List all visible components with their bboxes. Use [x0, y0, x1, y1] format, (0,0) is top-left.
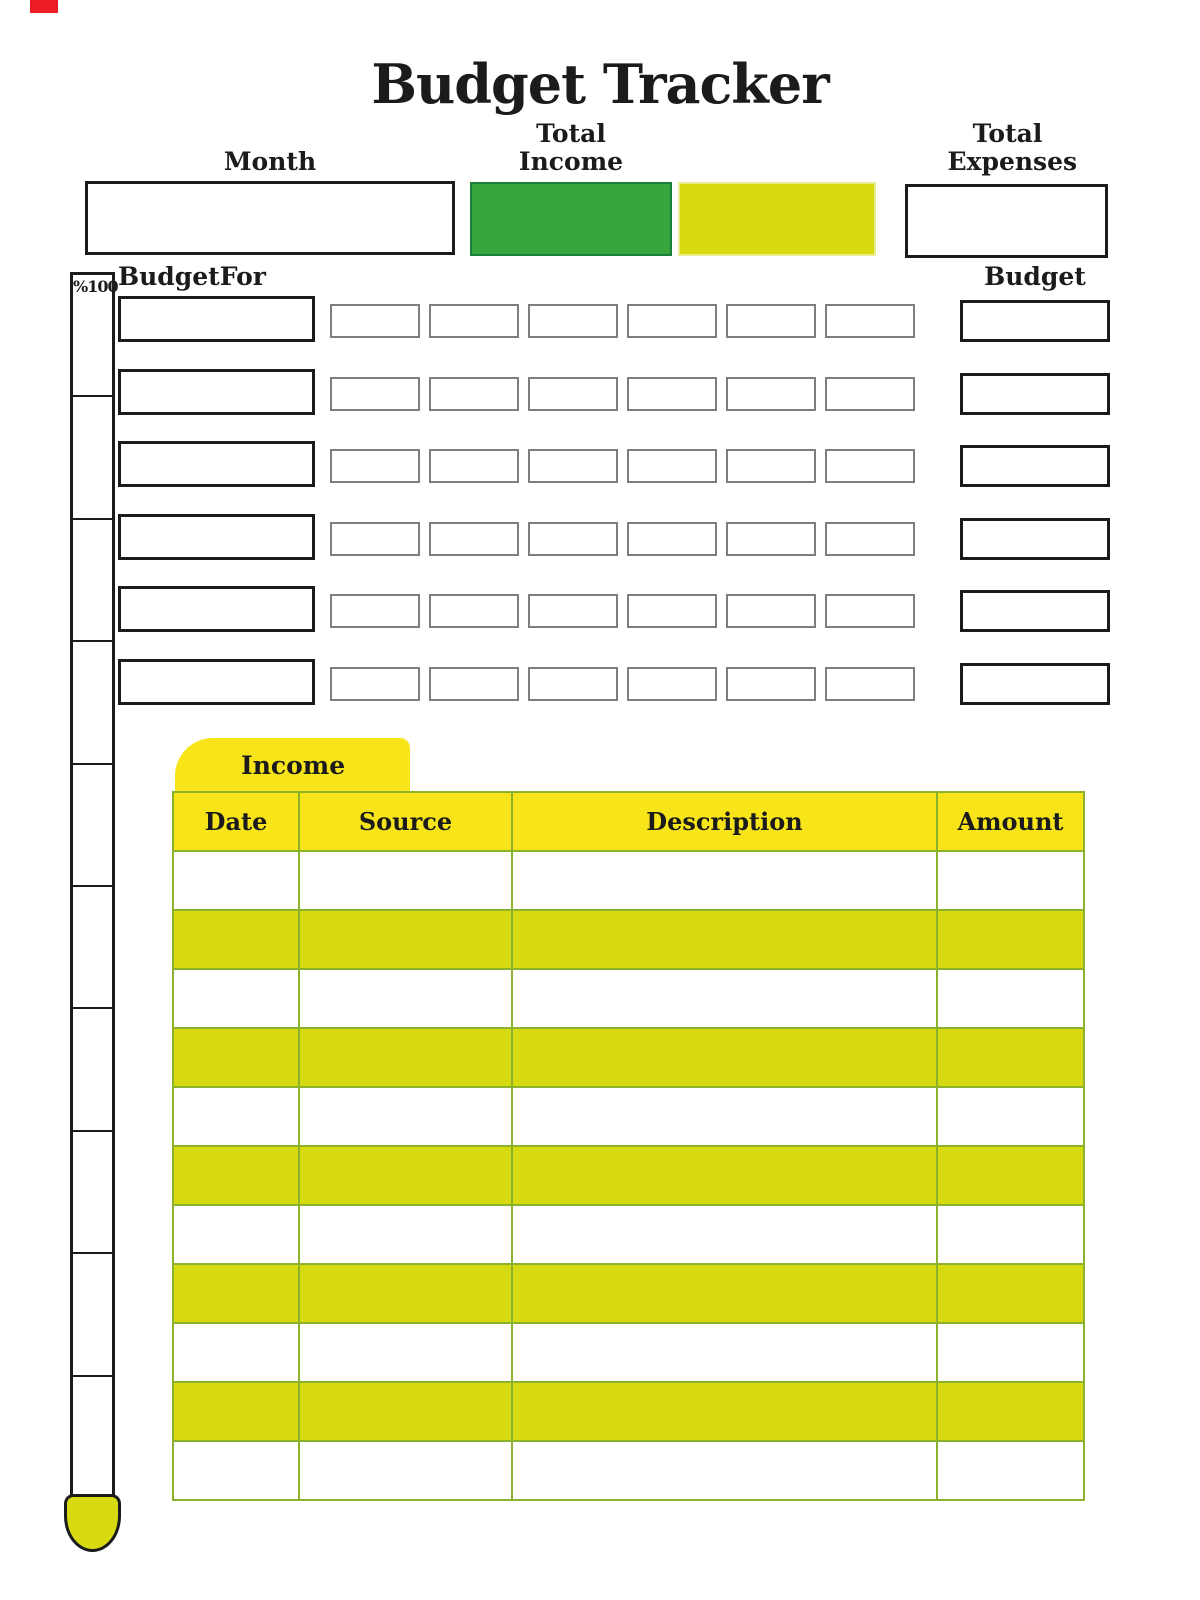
- thermometer-segment[interactable]: [73, 887, 112, 1009]
- income-cell-amount[interactable]: [938, 1147, 1083, 1204]
- month-input[interactable]: [85, 181, 455, 255]
- budget-checkbox[interactable]: [528, 522, 618, 556]
- budget-checkbox[interactable]: [429, 667, 519, 701]
- budget-row: [0, 296, 1200, 342]
- budget-checkbox[interactable]: [825, 667, 915, 701]
- budget-row: [0, 659, 1200, 705]
- budget-checkbox-group: [330, 594, 915, 628]
- budget-checkbox[interactable]: [627, 667, 717, 701]
- income-cell-source[interactable]: [300, 1383, 513, 1440]
- thermometer-segment[interactable]: [73, 1377, 112, 1497]
- budget-checkbox[interactable]: [330, 667, 420, 701]
- income-cell-description[interactable]: [513, 970, 938, 1027]
- budget-category-input[interactable]: [118, 296, 315, 342]
- income-table-row: [174, 1322, 1083, 1381]
- income-cell-amount[interactable]: [938, 1324, 1083, 1381]
- income-cell-date[interactable]: [174, 1324, 300, 1381]
- income-cell-source[interactable]: [300, 1029, 513, 1086]
- income-cell-amount[interactable]: [938, 1383, 1083, 1440]
- income-cell-amount[interactable]: [938, 970, 1083, 1027]
- income-cell-date[interactable]: [174, 1147, 300, 1204]
- budget-checkbox[interactable]: [627, 594, 717, 628]
- income-cell-date[interactable]: [174, 1265, 300, 1322]
- thermometer-segment[interactable]: [73, 1254, 112, 1376]
- tab-income[interactable]: [175, 738, 410, 793]
- total-income-label: Total Income: [518, 119, 624, 176]
- budget-checkbox[interactable]: [825, 449, 915, 483]
- budget-row: [0, 369, 1200, 415]
- budget-checkbox[interactable]: [330, 304, 420, 338]
- income-table-row: [174, 1145, 1083, 1204]
- column-header-source: Source: [300, 793, 513, 850]
- income-cell-amount[interactable]: [938, 1206, 1083, 1263]
- income-cell-amount[interactable]: [938, 1265, 1083, 1322]
- budget-checkbox[interactable]: [429, 377, 519, 411]
- income-table-row: [174, 1263, 1083, 1322]
- income-cell-amount[interactable]: [938, 1088, 1083, 1145]
- budget-row: [0, 441, 1200, 487]
- budget-row: [0, 514, 1200, 560]
- income-cell-amount[interactable]: [938, 911, 1083, 968]
- income-cell-description[interactable]: [513, 1088, 938, 1145]
- budget-category-input[interactable]: [118, 659, 315, 705]
- budget-checkbox[interactable]: [429, 522, 519, 556]
- income-table-row: [174, 1440, 1083, 1499]
- budget-checkbox[interactable]: [726, 522, 816, 556]
- budget-category-input[interactable]: [118, 514, 315, 560]
- tab-income-label: Income: [241, 751, 346, 780]
- budget-amount-input[interactable]: [960, 300, 1110, 342]
- budget-checkbox[interactable]: [429, 304, 519, 338]
- income-cell-amount[interactable]: [938, 852, 1083, 909]
- budget-checkbox[interactable]: [627, 304, 717, 338]
- total-expenses-input[interactable]: [905, 184, 1108, 258]
- column-header-amount: Amount: [957, 807, 1064, 836]
- budget-category-input[interactable]: [118, 586, 315, 632]
- income-cell-description[interactable]: [513, 1324, 938, 1381]
- budget-checkbox[interactable]: [726, 377, 816, 411]
- budget-category-input[interactable]: [118, 441, 315, 487]
- budget-amount-input[interactable]: [960, 445, 1110, 487]
- income-cell-description[interactable]: [513, 852, 938, 909]
- budget-amount-input[interactable]: [960, 663, 1110, 705]
- budget-checkbox-group: [330, 304, 915, 338]
- income-cell-source[interactable]: [300, 1265, 513, 1322]
- income-table-header: [174, 793, 1083, 850]
- income-table-row: [174, 1027, 1083, 1086]
- budget-amount-input[interactable]: [960, 590, 1110, 632]
- red-corner-mark: [30, 0, 58, 13]
- income-table-row: [174, 850, 1083, 909]
- budget-checkbox[interactable]: [627, 449, 717, 483]
- budget-checkbox[interactable]: [627, 377, 717, 411]
- budget-checkbox-group: [330, 377, 915, 411]
- income-cell-source[interactable]: [300, 1324, 513, 1381]
- column-header-description: Description: [513, 793, 938, 850]
- budget-for-heading: BudgetFor: [118, 262, 266, 291]
- budget-checkbox[interactable]: [825, 594, 915, 628]
- budget-checkbox[interactable]: [528, 667, 618, 701]
- thermometer-scale-label: %100: [73, 277, 118, 296]
- budget-checkbox[interactable]: [825, 304, 915, 338]
- budget-checkbox[interactable]: [330, 594, 420, 628]
- income-cell-description[interactable]: [513, 1383, 938, 1440]
- income-cell-amount[interactable]: [938, 1029, 1083, 1086]
- budget-checkbox[interactable]: [726, 594, 816, 628]
- income-table-row: [174, 1204, 1083, 1263]
- column-header-date: Date: [174, 793, 300, 850]
- income-cell-amount[interactable]: [938, 1442, 1083, 1499]
- income-table-row: [174, 1381, 1083, 1440]
- income-table: [172, 791, 1085, 1501]
- income-cell-source[interactable]: [300, 911, 513, 968]
- budget-checkbox[interactable]: [429, 594, 519, 628]
- income-table-row: [174, 968, 1083, 1027]
- page-title: Budget Tracker: [371, 52, 829, 116]
- income-cell-description[interactable]: [513, 1029, 938, 1086]
- budget-checkbox[interactable]: [330, 377, 420, 411]
- budget-checkbox[interactable]: [825, 377, 915, 411]
- thermometer-segment[interactable]: [73, 1132, 112, 1254]
- total-expenses-label: Total Expenses: [947, 119, 1078, 176]
- income-cell-source[interactable]: [300, 1147, 513, 1204]
- income-cell-date[interactable]: [174, 1442, 300, 1499]
- budget-checkbox-group: [330, 667, 915, 701]
- income-cell-source[interactable]: [300, 970, 513, 1027]
- budget-checkbox[interactable]: [429, 449, 519, 483]
- income-cell-description[interactable]: [513, 1265, 938, 1322]
- month-label: Month: [223, 147, 317, 176]
- budget-checkbox[interactable]: [330, 522, 420, 556]
- income-table-row: [174, 1086, 1083, 1145]
- income-cell-date[interactable]: [174, 852, 300, 909]
- budget-checkbox[interactable]: [726, 304, 816, 338]
- income-cell-date[interactable]: [174, 1029, 300, 1086]
- budget-checkbox[interactable]: [627, 522, 717, 556]
- budget-amount-input[interactable]: [960, 518, 1110, 560]
- budget-amount-input[interactable]: [960, 373, 1110, 415]
- budget-checkbox[interactable]: [528, 594, 618, 628]
- budget-checkbox-group: [330, 449, 915, 483]
- income-cell-source[interactable]: [300, 1442, 513, 1499]
- budget-checkbox[interactable]: [330, 449, 420, 483]
- budget-row: [0, 586, 1200, 632]
- budget-checkbox[interactable]: [726, 667, 816, 701]
- income-cell-date[interactable]: [174, 1088, 300, 1145]
- budget-category-input[interactable]: [118, 369, 315, 415]
- income-cell-source[interactable]: [300, 1206, 513, 1263]
- thermometer-bulb: [64, 1494, 121, 1552]
- budget-checkbox[interactable]: [825, 522, 915, 556]
- budget-checkbox[interactable]: [726, 449, 816, 483]
- budget-checkbox[interactable]: [528, 377, 618, 411]
- income-cell-source[interactable]: [300, 852, 513, 909]
- thermometer-segment[interactable]: [73, 1009, 112, 1131]
- budget-checkbox-group: [330, 522, 915, 556]
- income-cell-source[interactable]: [300, 1088, 513, 1145]
- income-cell-date[interactable]: [174, 970, 300, 1027]
- income-cell-date[interactable]: [174, 1206, 300, 1263]
- income-cell-description[interactable]: [513, 1147, 938, 1204]
- budget-heading: Budget: [984, 262, 1086, 291]
- thermometer-segment[interactable]: [73, 765, 112, 887]
- income-cell-date[interactable]: [174, 1383, 300, 1440]
- total-income-yellow-input[interactable]: [678, 182, 876, 256]
- income-cell-description[interactable]: [513, 1442, 938, 1499]
- income-cell-description[interactable]: [513, 1206, 938, 1263]
- income-table-row: [174, 909, 1083, 968]
- income-cell-date[interactable]: [174, 911, 300, 968]
- income-cell-description[interactable]: [513, 911, 938, 968]
- budget-checkbox[interactable]: [528, 449, 618, 483]
- total-income-green-input[interactable]: [470, 182, 672, 256]
- budget-checkbox[interactable]: [528, 304, 618, 338]
